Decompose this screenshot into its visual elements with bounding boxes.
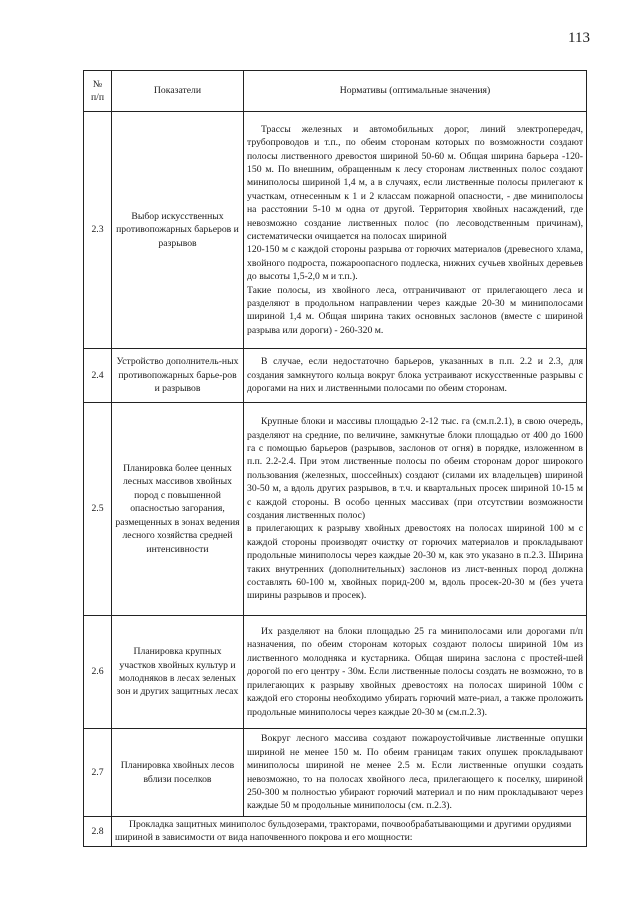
- table-row: [84, 403, 587, 616]
- table-row: [84, 729, 587, 817]
- row-num: 2.7: [84, 729, 112, 817]
- table-row: [84, 112, 587, 349]
- row-num: 2.8: [84, 817, 112, 847]
- row-merged-text: Прокладка защитных миниполос бульдозерами, тракторами, почвообрабатывающими и другими орудиями шириной в зависимости от вида напочвенного покрова и его мощности:: [112, 817, 587, 847]
- row-num: 2.5: [84, 403, 112, 616]
- row-norm-text: Их разделяют на блоки площадью 25 га миниполосами или дорогами п/п назначения, по обеим сторонам которых создают полосы шириной 10м из лиственного молодняка и кустарника. Общая ширина заслона с простей-шей дорогой по его центру - 30м. Если лиственные полосы создать не возможно, то в прилегающих к разрыву хвойных древостоях на полосах шириной 100м с каждой его стороны необходимо убирать горючий мате-риал, а также проложить продольные миниполосы через каждые 20-30 м (см.п.2.3).: [247, 626, 583, 718]
- table-row: [84, 616, 587, 729]
- row-norm: [244, 403, 587, 616]
- row-norm: [244, 112, 587, 349]
- row-norm-text: Трассы железных и автомобильных дорог, линий электропередач, трубопроводов и т.п., по обеим сторонам которых по возможности создают полосы лиственного древостоя шириной 50-60 м. Общая ширина барьера -120-150 м. По внешним, обращенным к лесу сторонам лиственных полос создают миниполосы шириной 1,4 м, а в случаях, если лиственные полосы прилегают к участкам, отнесенным к 1 и 2 классам пожарной опасности, - две миниполосы на расстоянии 5-10 м одна от другой. Территория хвойных насаждений, где невозможно создание лиственных полос (по лесоводственным причинам), систематически очищается на полосах шириной 120-150 м с каждой стороны разрыва от горючих материалов (древесного хлама, хвойного подроста, пожароопасного подлеска, нижних сучьев хвойных деревьев до высоты 1,5-2,0 м и т.п.). Такие полосы, из хвойного леса, отграничивают от прилегающего леса и разделяют в продольном направлении через каждые 20-30 м миниполосами шириной 1,4 м. Общая ширина таких основных заслонов (вместе с шириной разрыва или дороги) - 260-320 м.: [247, 123, 583, 336]
- row-num: 2.6: [84, 616, 112, 729]
- table-row: [84, 349, 587, 403]
- row-indicator: Выбор искусственных противопожарных барьеров и разрывов: [112, 112, 244, 349]
- table-row: [84, 817, 587, 847]
- table-header-row: [84, 71, 587, 112]
- row-num: 2.3: [84, 112, 112, 349]
- row-norm: [244, 729, 587, 817]
- page-number: 113: [568, 30, 590, 46]
- row-norm: [244, 616, 587, 729]
- norms-table: [83, 70, 587, 847]
- header-num: № п/п: [84, 71, 112, 112]
- row-indicator: Планировка более ценных лесных массивов хвойных пород с повышенной опасностью загорания, размещенных в зонах ведения лесного хозяйства средней интенсивности: [112, 403, 244, 616]
- row-norm-text: Вокруг лесного массива создают пожароустойчивые лиственные опушки шириной не менее 150 м. По обеим границам таких опушек прокладывают миниполосы шириной не менее 2.5 м. Если лиственные опушки создать невозможно, то на полосах хвойного леса, прилегающего к поселку, шириной 250-300 м полностью убирают горючий материал и по ним прокладывают через каждые 50 м продольные миниполосы (см. п.2.3).: [247, 733, 583, 812]
- row-num: 2.4: [84, 349, 112, 403]
- row-indicator: Устройство дополнитель-ных противопожарных барье-ров и разрывов: [112, 349, 244, 403]
- row-indicator: Планировка крупных участков хвойных культур и молодняков в лесах зеленых зон и других защитных лесах: [112, 616, 244, 729]
- row-indicator: Планировка хвойных лесов вблизи поселков: [112, 729, 244, 817]
- row-norm-text: В случае, если недостаточно барьеров, указанных в п.п. 2.2 и 2.3, для создания замкнутого кольца вокруг блока устраивают искусственные разрывы с дорогами на них и лиственными полосами по обеим сторонам.: [247, 356, 583, 395]
- row-norm: [244, 349, 587, 403]
- row-norm-text: Крупные блоки и массивы площадью 2-12 тыс. га (см.п.2.1), в свою очередь, разделяют на средние, по величине, замкнутые блоки площадью от 400 до 1600 га с помощью барьеров (разрывов, заслонов от огня) в порядке, изложенном в п.п. 2.2-2.4. При этом лиственные полосы по обеим сторонам дорог широкого пользования (железных, шоссейных) создают (силами их владельцев) шириной 30-50 м, а вдоль других разрывов, в т.ч. и квартальных просек шириной 10-15 м с каждой стороны. В особо ценных массивах (при отсутствии возможности создания лиственных полос) в прилегающих к разрыву хвойных древостоях на полосах шириной 100 м с каждой стороны производят очистку от горючих материалов и прокладывают продольные миниполосы через каждые 20-30 м, как это указано в п.2.3. Ширина таких внутренних (дополнительных) заслонов из лист-венных пород должна составлять 60-100 м, хвойных порид-200 м, вдоль просек-20-30 м (без учета ширины разрывов и просек).: [247, 416, 583, 602]
- header-indicators: Показатели: [112, 71, 244, 112]
- header-norms: Нормативы (оптимальные значения): [244, 71, 587, 112]
